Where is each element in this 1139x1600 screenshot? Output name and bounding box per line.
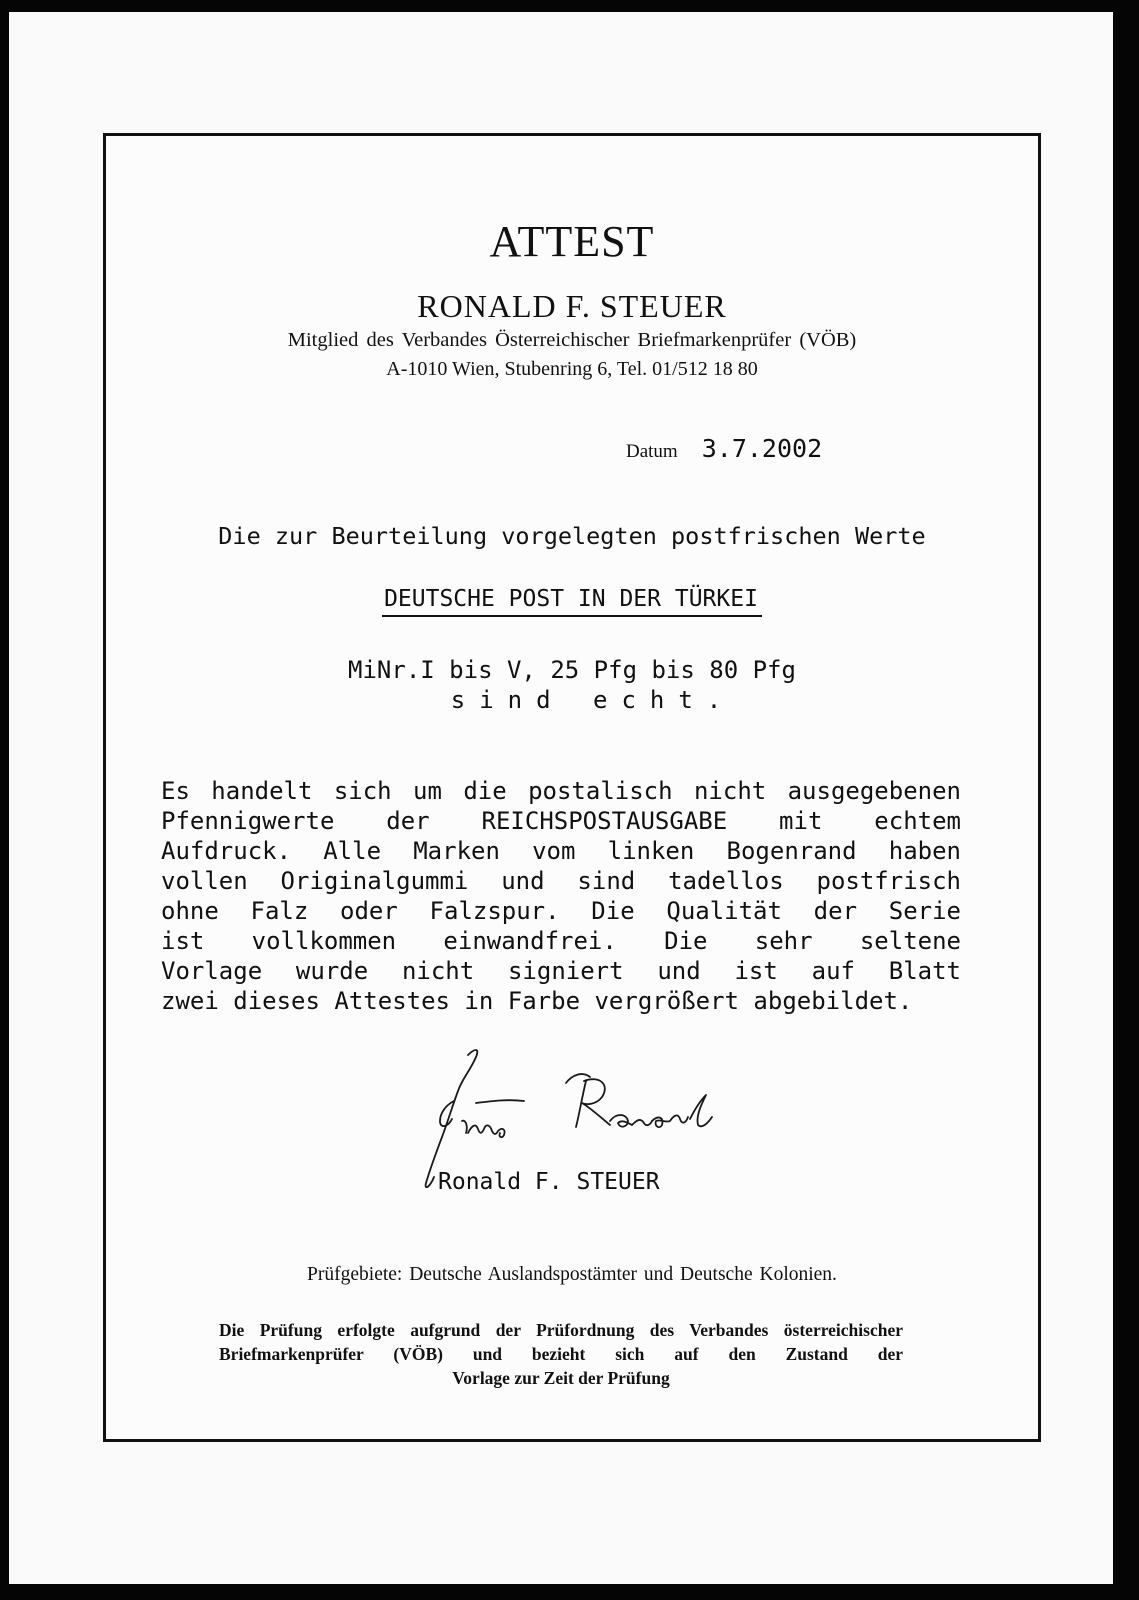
date-row	[626, 434, 822, 463]
verdict-line	[106, 686, 1038, 714]
catalog-line: MiNr.I bis V, 25 Pfg bis 80 Pfg	[348, 656, 796, 684]
scope-line: Prüfgebiete: Deutsche Auslandspostämter und Deutsche Kolonien.	[307, 1264, 837, 1285]
date-value: 3.7.2002	[701, 434, 823, 463]
certificate-sheet	[9, 12, 1113, 1584]
intro-line: Die zur Beurteilung vorgelegten postfrischen Werte	[218, 522, 926, 550]
membership-line: Mitglied des Verbandes Österreichischer Briefmarkenprüfer (VÖB)	[287, 329, 857, 351]
procedure-line: Die Prüfung erfolgte aufgrund der Prüfordnung des Verbandes österreichischer	[219, 1320, 903, 1340]
procedure-line: Briefmarkenprüfer (VÖB) und bezieht sich auf den Zustand der	[219, 1344, 903, 1364]
signature-text	[0, 640, 2, 642]
body-line: ist vollkommen einwandfrei. Die sehr seltene	[161, 927, 961, 955]
verdict-text: sind echt.	[450, 686, 736, 714]
expert-name: RONALD F. STEUER	[417, 288, 727, 324]
body-line: Es handelt sich um die postalisch nicht ausgegebenen	[161, 777, 961, 805]
body-line: vollen Originalgummi und sind tadellos postfrisch	[161, 867, 961, 895]
signer-name: Ronald F. STEUER	[438, 1169, 660, 1195]
body-line: Aufdruck. Alle Marken vom linken Bogenrand haben	[161, 837, 961, 865]
body-line: Vorlage wurde nicht signiert und ist auf Blatt	[161, 957, 961, 985]
certificate-body	[161, 776, 961, 1016]
subject-wrapper	[106, 586, 1038, 617]
address-line: A-1010 Wien, Stubenring 6, Tel. 01/512 18 80	[386, 358, 758, 380]
procedure-note	[219, 1318, 903, 1390]
procedure-line: Vorlage zur Zeit der Prüfung	[452, 1368, 670, 1388]
certificate-border	[103, 133, 1041, 1442]
page-title: ATTEST	[489, 217, 655, 266]
subject-heading: DEUTSCHE POST IN DER TÜRKEI	[382, 586, 762, 617]
body-line: ohne Falz oder Falzspur. Die Qualität der Serie	[161, 897, 961, 925]
date-label: Datum	[626, 441, 678, 462]
body-line: Pfennigwerte der REICHSPOSTAUSGABE mit echtem	[161, 807, 961, 835]
body-line: zwei dieses Attestes in Farbe vergrößert abgebildet.	[161, 987, 913, 1015]
